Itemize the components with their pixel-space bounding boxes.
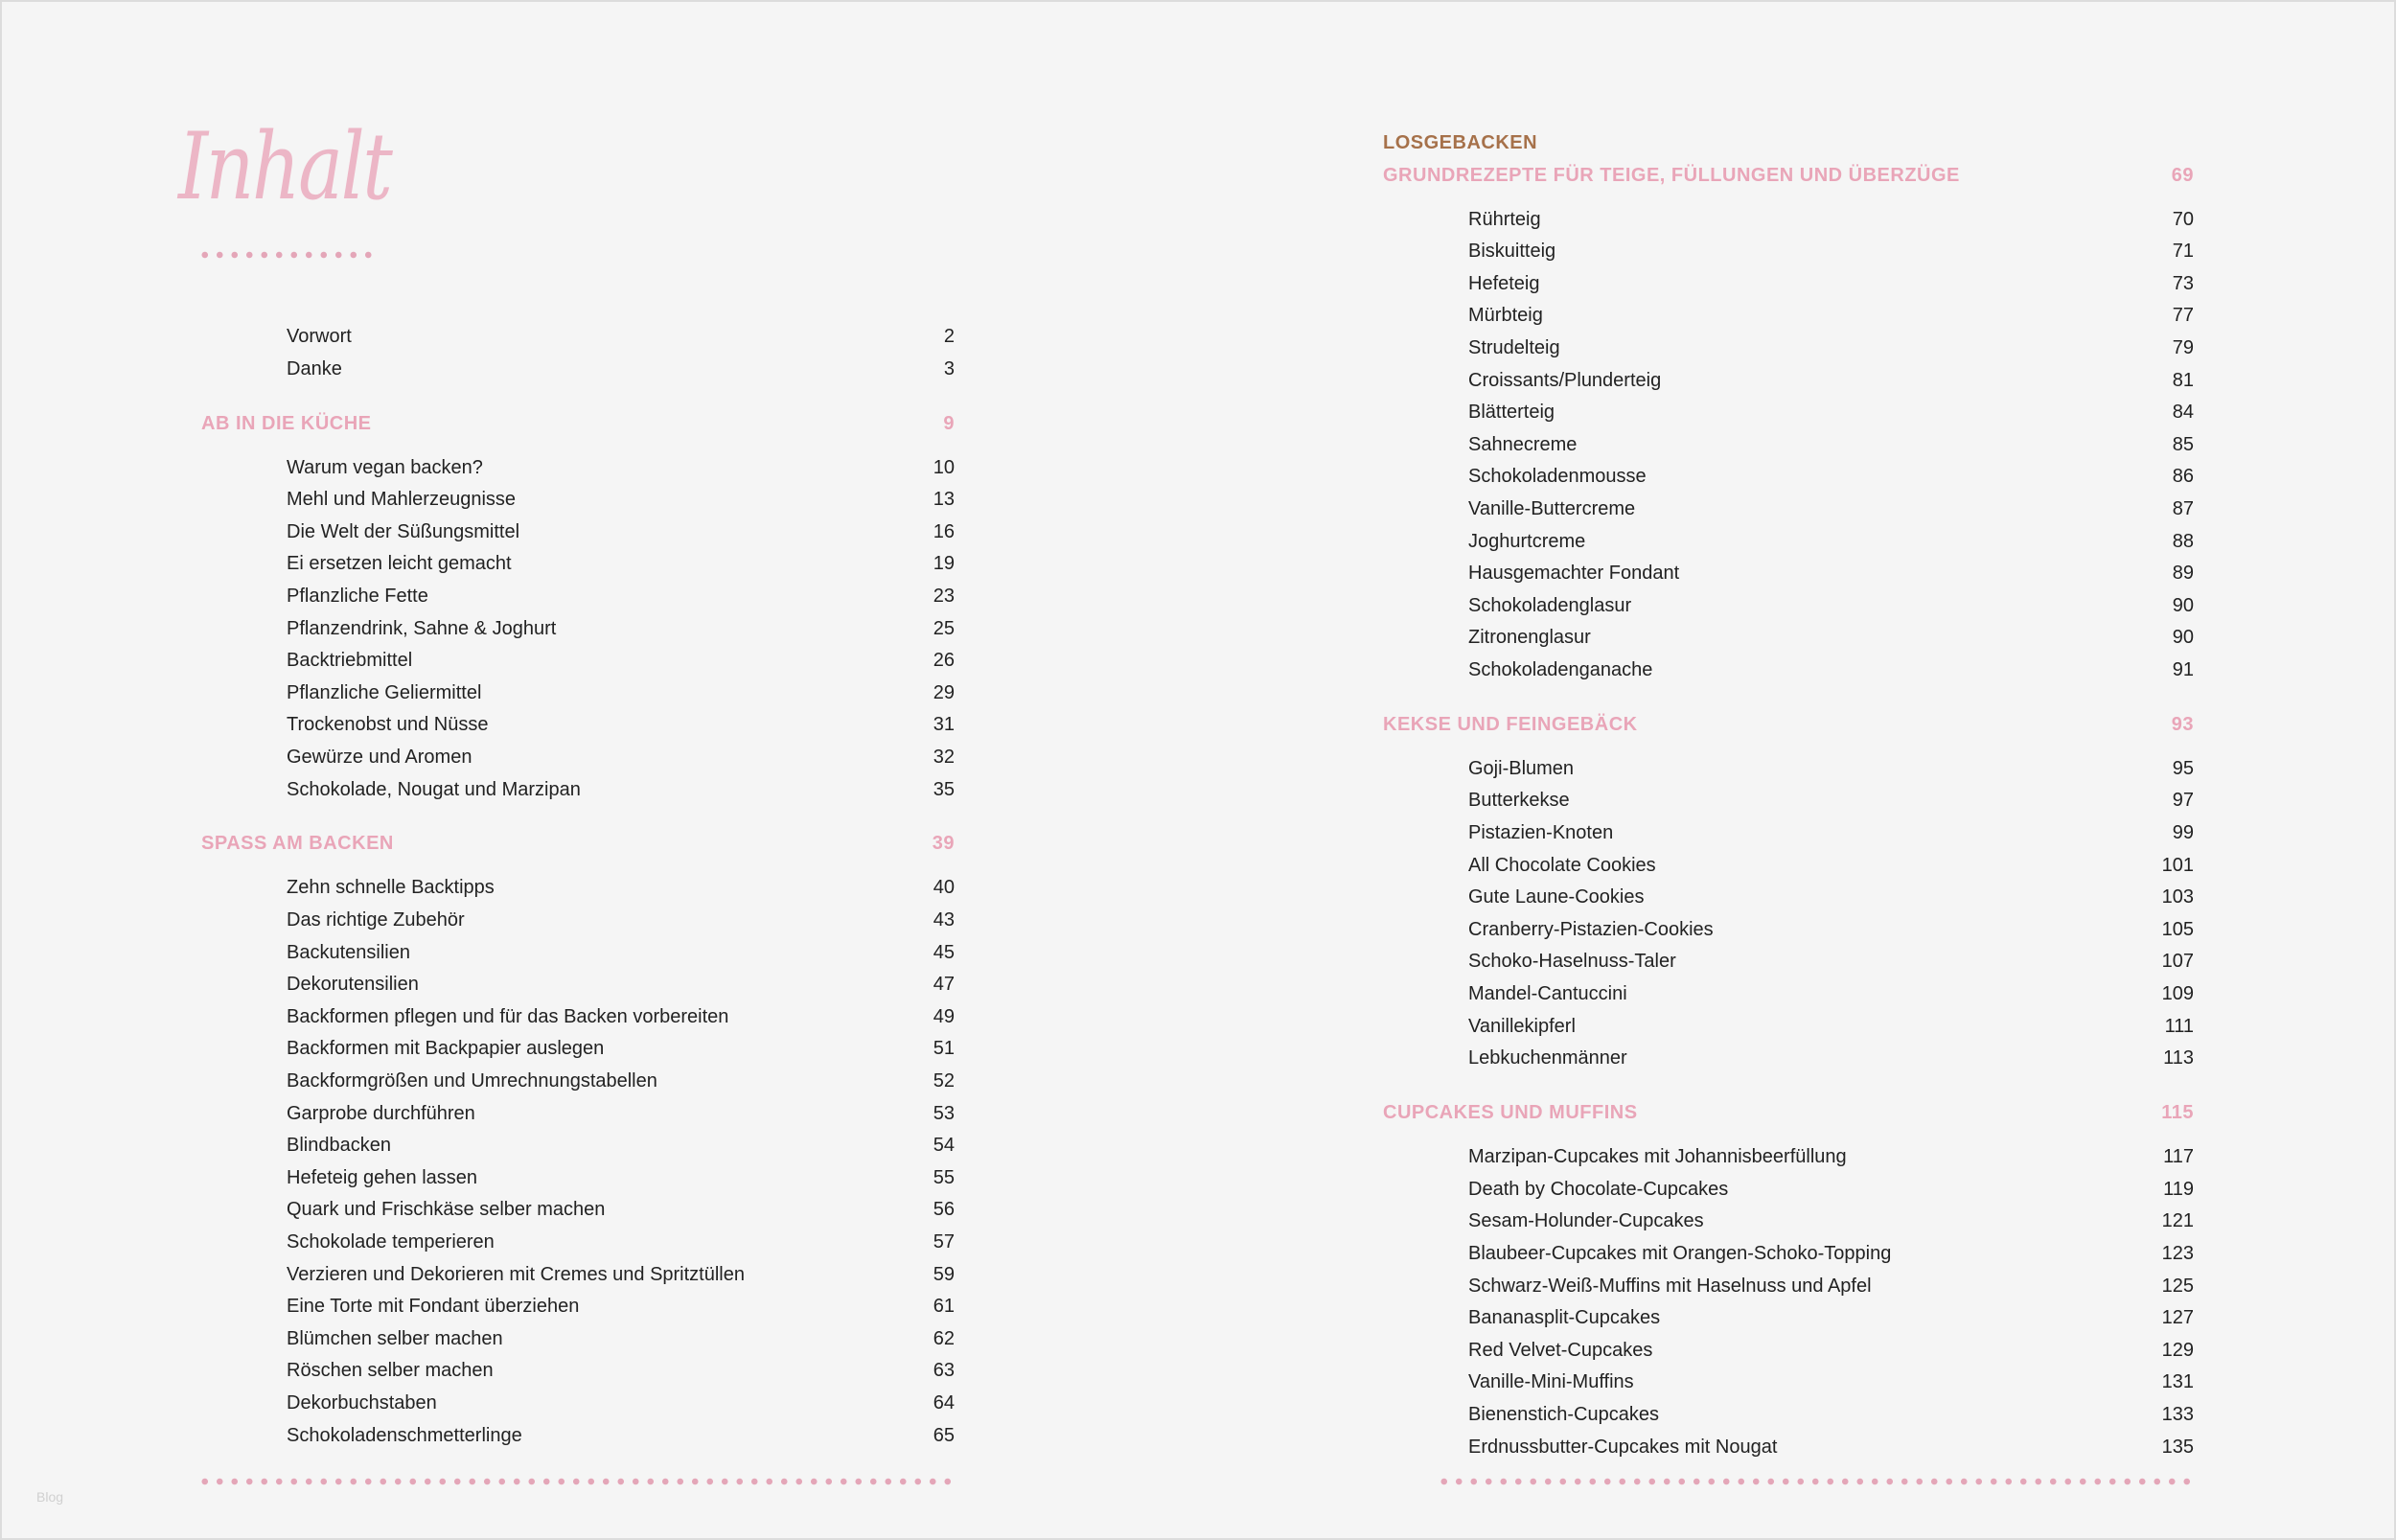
toc-entry[interactable] (1383, 300, 2194, 333)
toc-entry[interactable] (1383, 429, 2194, 462)
toc-entry[interactable] (1383, 914, 2194, 947)
toc-entry-title: Verzieren und Dekorieren mit Cremes und Spritztüllen (287, 1263, 745, 1285)
toc-page-number: 29 (933, 681, 955, 703)
toc-page-number: 61 (933, 1296, 955, 1318)
toc-entry-title: Mandel-Cantuccini (1468, 983, 1627, 1005)
toc-entry[interactable] (1383, 622, 2194, 655)
toc-entry[interactable] (201, 548, 955, 581)
toc-entry[interactable] (201, 484, 955, 517)
toc-entry[interactable] (201, 1162, 955, 1195)
toc-page-number: 105 (2161, 918, 2194, 940)
toc-entry-title: Erdnussbutter-Cupcakes mit Nougat (1468, 1436, 1778, 1458)
toc-entry[interactable] (1383, 1174, 2194, 1207)
toc-entry-title: Backtriebmittel (287, 650, 413, 672)
toc-page-number: 90 (2172, 627, 2194, 649)
toc-page-number: 121 (2161, 1210, 2194, 1232)
toc-entry[interactable] (1383, 978, 2194, 1011)
toc-entry-title: LOSGEBACKEN (1383, 132, 1538, 153)
toc-entry[interactable] (201, 1388, 955, 1420)
toc-entry[interactable] (1383, 268, 2194, 301)
toc-entry-title: Garprobe durchführen (287, 1102, 475, 1124)
toc-page-number: 109 (2161, 983, 2194, 1005)
toc-entry[interactable] (1383, 785, 2194, 817)
toc-entry-title: Red Velvet-Cupcakes (1468, 1339, 1653, 1361)
toc-entry-title: Vanillekipferl (1468, 1015, 1576, 1037)
toc-entry[interactable] (201, 1098, 955, 1131)
toc-entry-title: Blaubeer-Cupcakes mit Orangen-Schoko-Topping (1468, 1242, 1892, 1264)
toc-page-number: 35 (933, 778, 955, 800)
toc-entry[interactable] (201, 969, 955, 1001)
toc-entry[interactable] (1383, 1141, 2194, 1174)
toc-page-number: 52 (933, 1070, 955, 1092)
toc-page-number: 26 (933, 650, 955, 672)
toc-page-number: 59 (933, 1263, 955, 1285)
toc-page-number: 13 (933, 489, 955, 511)
toc-page-number: 77 (2172, 305, 2194, 327)
toc-entry-title: AB IN DIE KÜCHE (201, 412, 372, 434)
toc-entry[interactable] (1383, 1043, 2194, 1075)
toc-entry[interactable] (201, 905, 955, 937)
footer-text: Blog (36, 1489, 64, 1505)
toc-entry-title: Goji-Blumen (1468, 757, 1575, 779)
toc-entry-title: Blümchen selber machen (287, 1327, 503, 1349)
toc-entry-title: Gewürze und Aromen (287, 746, 472, 768)
toc-entry-title: Röschen selber machen (287, 1360, 494, 1382)
toc-entry-title: CUPCAKES UND MUFFINS (1383, 1102, 1638, 1124)
toc-entry-title: Pflanzliche Fette (287, 585, 428, 607)
toc-section-heading[interactable] (201, 828, 955, 861)
toc-entry-title: Backformen mit Backpapier auslegen (287, 1038, 605, 1060)
toc-entry-title: Strudelteig (1468, 336, 1560, 358)
toc-entry-title: Das richtige Zubehör (287, 909, 465, 931)
toc-entry[interactable] (1383, 1335, 2194, 1368)
toc-page-number: 117 (2163, 1146, 2194, 1168)
page-title: Inhalt (178, 113, 391, 220)
toc-page-number: 84 (2172, 402, 2194, 424)
bottom-right-dot-divider (1437, 1478, 2198, 1485)
toc-entry-title: Blindbacken (287, 1135, 391, 1157)
toc-entry[interactable] (201, 1355, 955, 1388)
toc-entry[interactable] (201, 774, 955, 807)
toc-entry-title: Death by Chocolate-Cupcakes (1468, 1178, 1729, 1200)
toc-entry-title: Cranberry-Pistazien-Cookies (1468, 918, 1714, 940)
toc-entry[interactable] (201, 1291, 955, 1323)
toc-entry-title: Dekorutensilien (287, 974, 419, 996)
toc-page-number: 49 (933, 1005, 955, 1027)
toc-entry-title: Pflanzendrink, Sahne & Joghurt (287, 617, 557, 639)
title-dot-divider (197, 251, 376, 259)
toc-entry-title: All Chocolate Cookies (1468, 854, 1656, 876)
toc-entry[interactable] (1383, 1302, 2194, 1335)
toc-entry-title: Vanille-Mini-Muffins (1468, 1371, 1634, 1393)
toc-page-number: 19 (933, 553, 955, 575)
toc-page-number: 43 (933, 909, 955, 931)
toc-page-number: 51 (933, 1038, 955, 1060)
toc-entry[interactable] (1383, 1011, 2194, 1044)
toc-entry-title: Schokoladenglasur (1468, 594, 1632, 616)
toc-entry-title: Hefeteig gehen lassen (287, 1166, 478, 1188)
toc-page-number: 113 (2163, 1047, 2194, 1069)
toc-entry[interactable] (1383, 1238, 2194, 1271)
toc-page-number: 85 (2172, 433, 2194, 455)
toc-entry[interactable] (1383, 817, 2194, 850)
toc-entry-title: Mürbteig (1468, 305, 1543, 327)
toc-entry[interactable] (1383, 1271, 2194, 1303)
toc-entry[interactable] (1383, 590, 2194, 623)
toc-entry-title: Hausgemachter Fondant (1468, 563, 1680, 585)
toc-page-number: 86 (2172, 466, 2194, 488)
toc-entry-title: Sahnecreme (1468, 433, 1578, 455)
toc-entry[interactable] (201, 1001, 955, 1034)
toc-page-number: 131 (2161, 1371, 2194, 1393)
toc-page-number: 97 (2172, 790, 2194, 812)
toc-entry[interactable] (1383, 1367, 2194, 1399)
toc-entry-title: Schokoladenschmetterlinge (287, 1424, 522, 1446)
toc-entry[interactable] (1383, 882, 2194, 914)
toc-entry[interactable] (1383, 461, 2194, 494)
toc-page-number: 47 (933, 974, 955, 996)
toc-page-number: 133 (2161, 1403, 2194, 1425)
toc-entry-title: Biskuitteig (1468, 241, 1556, 263)
toc-page-number: 129 (2161, 1339, 2194, 1361)
toc-entry[interactable] (1383, 1206, 2194, 1238)
toc-page-number: 125 (2161, 1275, 2194, 1297)
toc-page-number: 45 (933, 941, 955, 963)
toc-entry[interactable] (201, 678, 955, 710)
toc-entry-title: Bienenstich-Cupcakes (1468, 1403, 1659, 1425)
toc-entry-title: Dekorbuchstaben (287, 1391, 437, 1414)
toc-entry-title: Danke (287, 357, 342, 379)
toc-page-number: 39 (932, 833, 955, 855)
toc-entry[interactable] (1383, 204, 2194, 237)
toc-page-number: 90 (2172, 594, 2194, 616)
toc-entry-title: Backutensilien (287, 941, 410, 963)
toc-entry-title: Die Welt der Süßungsmittel (287, 520, 520, 542)
toc-entry[interactable] (201, 452, 955, 485)
toc-page-number: 135 (2161, 1436, 2194, 1458)
toc-entry[interactable] (201, 1227, 955, 1259)
toc-entry[interactable] (1383, 753, 2194, 786)
toc-page-number: 99 (2172, 822, 2194, 844)
toc-section-heading[interactable] (1383, 1097, 2194, 1130)
toc-section-heading[interactable] (201, 408, 955, 441)
toc-right-column (1383, 127, 2194, 1463)
toc-entry[interactable] (1383, 526, 2194, 559)
toc-page-number: 69 (2171, 164, 2194, 186)
bottom-left-dot-divider (197, 1478, 958, 1485)
toc-entry[interactable] (201, 1420, 955, 1453)
toc-page-number: 93 (2171, 713, 2194, 735)
toc-entry[interactable] (201, 354, 955, 386)
toc-page-number: 57 (933, 1231, 955, 1253)
toc-entry-title: GRUNDREZEPTE FÜR TEIGE, FÜLLUNGEN UND ÜBERZÜGE (1383, 164, 1960, 186)
toc-page-number: 54 (933, 1135, 955, 1157)
toc-entry-title: Marzipan-Cupcakes mit Johannisbeerfüllung (1468, 1146, 1847, 1168)
toc-entry-title: Gute Laune-Cookies (1468, 886, 1645, 908)
toc-entry-title: Joghurtcreme (1468, 530, 1586, 552)
toc-page-number: 115 (2161, 1102, 2194, 1124)
toc-page-number: 23 (933, 585, 955, 607)
toc-entry-title: KEKSE UND FEINGEBÄCK (1383, 713, 1638, 735)
toc-page-number: 2 (943, 326, 955, 347)
toc-page-number: 53 (933, 1102, 955, 1124)
toc-entry-title: Zitronenglasur (1468, 627, 1591, 649)
toc-entry[interactable] (201, 1130, 955, 1162)
toc-page-number: 73 (2172, 272, 2194, 294)
toc-page-number: 71 (2172, 241, 2194, 263)
toc-entry-title: Vorwort (287, 326, 352, 347)
toc-entry[interactable] (1383, 655, 2194, 687)
toc-entry-title: Schokolade, Nougat und Marzipan (287, 778, 581, 800)
toc-page-number: 65 (933, 1424, 955, 1446)
toc-page-number: 119 (2163, 1178, 2194, 1200)
toc-page-number: 111 (2164, 1015, 2194, 1037)
toc-page-number: 9 (943, 412, 955, 434)
toc-entry-title: Blätterteig (1468, 402, 1555, 424)
toc-entry-title: Bananasplit-Cupcakes (1468, 1307, 1661, 1329)
toc-entry[interactable] (1383, 558, 2194, 590)
toc-entry[interactable] (201, 1066, 955, 1098)
toc-page-number: 107 (2161, 951, 2194, 973)
toc-entry-title: Mehl und Mahlerzeugnisse (287, 489, 517, 511)
toc-page-number: 16 (933, 520, 955, 542)
toc-entry-title: Eine Torte mit Fondant überziehen (287, 1296, 580, 1318)
toc-entry[interactable] (201, 321, 955, 354)
toc-entry-title: Vanille-Buttercreme (1468, 497, 1636, 519)
toc-entry[interactable] (201, 709, 955, 742)
toc-page-number: 127 (2161, 1307, 2194, 1329)
toc-entry-title: Pistazien-Knoten (1468, 822, 1614, 844)
toc-page-number: 70 (2172, 208, 2194, 230)
toc-entry[interactable] (201, 1033, 955, 1066)
toc-page-number: 88 (2172, 530, 2194, 552)
toc-page-number: 79 (2172, 336, 2194, 358)
toc-page-number: 89 (2172, 563, 2194, 585)
toc-entry[interactable] (201, 937, 955, 970)
toc-entry-title: Schoko-Haselnuss-Taler (1468, 951, 1676, 973)
toc-entry[interactable] (201, 645, 955, 678)
toc-section-heading[interactable] (1383, 709, 2194, 742)
toc-left-column (201, 321, 955, 1452)
toc-page-number: 91 (2172, 658, 2194, 680)
toc-entry-title: Lebkuchenmänner (1468, 1047, 1627, 1069)
toc-entry[interactable] (201, 517, 955, 549)
toc-entry[interactable] (1383, 850, 2194, 883)
toc-entry[interactable] (201, 1194, 955, 1227)
toc-entry[interactable] (201, 1323, 955, 1356)
toc-page-number: 63 (933, 1360, 955, 1382)
toc-entry[interactable] (1383, 333, 2194, 365)
toc-page-number: 10 (933, 456, 955, 478)
toc-page-number: 56 (933, 1199, 955, 1221)
toc-page-number: 81 (2172, 369, 2194, 391)
toc-entry[interactable] (201, 581, 955, 613)
toc-entry-title: Schokoladenganache (1468, 658, 1653, 680)
toc-entry-title: Backformen pflegen und für das Backen vorbereiten (287, 1005, 729, 1027)
toc-entry[interactable] (1383, 1432, 2194, 1464)
toc-page-number: 40 (933, 877, 955, 899)
toc-page-number: 32 (933, 746, 955, 768)
toc-page-number: 103 (2161, 886, 2194, 908)
toc-entry[interactable] (1383, 236, 2194, 268)
toc-entry[interactable] (1383, 1399, 2194, 1432)
toc-entry-title: Schokolade temperieren (287, 1231, 495, 1253)
toc-entry[interactable] (201, 613, 955, 646)
toc-page-number: 31 (933, 714, 955, 736)
toc-page-number: 62 (933, 1327, 955, 1349)
toc-entry-title: Pflanzliche Geliermittel (287, 681, 482, 703)
toc-entry-title: Quark und Frischkäse selber machen (287, 1199, 606, 1221)
toc-entry-title: Zehn schnelle Backtipps (287, 877, 495, 899)
toc-entry-title: Schokoladenmousse (1468, 466, 1647, 488)
toc-entry-title: Ei ersetzen leicht gemacht (287, 553, 512, 575)
toc-page-number: 3 (943, 357, 955, 379)
toc-entry-title: Croissants/Plunderteig (1468, 369, 1662, 391)
toc-page-number: 123 (2161, 1242, 2194, 1264)
toc-entry-title: Butterkekse (1468, 790, 1570, 812)
toc-section-heading[interactable] (1383, 127, 2194, 160)
toc-page-number: 25 (933, 617, 955, 639)
toc-page-number: 55 (933, 1166, 955, 1188)
toc-section-heading[interactable] (1383, 160, 2194, 193)
toc-entry-title: SPASS AM BACKEN (201, 833, 394, 855)
toc-entry[interactable] (201, 742, 955, 774)
toc-entry-title: Schwarz-Weiß-Muffins mit Haselnuss und Apfel (1468, 1275, 1872, 1297)
toc-entry-title: Hefeteig (1468, 272, 1540, 294)
toc-page-number: 87 (2172, 497, 2194, 519)
toc-entry[interactable] (1383, 365, 2194, 398)
toc-entry[interactable] (201, 872, 955, 905)
toc-entry-title: Sesam-Holunder-Cupcakes (1468, 1210, 1704, 1232)
toc-entry-title: Warum vegan backen? (287, 456, 483, 478)
toc-entry-title: Rührteig (1468, 208, 1541, 230)
toc-entry[interactable] (201, 1259, 955, 1292)
toc-page-number: 101 (2161, 854, 2194, 876)
toc-entry[interactable] (1383, 946, 2194, 978)
toc-entry[interactable] (1383, 494, 2194, 526)
toc-entry-title: Backformgrößen und Umrechnungstabellen (287, 1070, 657, 1092)
toc-entry[interactable] (1383, 397, 2194, 429)
toc-page-number: 64 (933, 1391, 955, 1414)
toc-entry-title: Trockenobst und Nüsse (287, 714, 489, 736)
toc-page-number: 95 (2172, 757, 2194, 779)
